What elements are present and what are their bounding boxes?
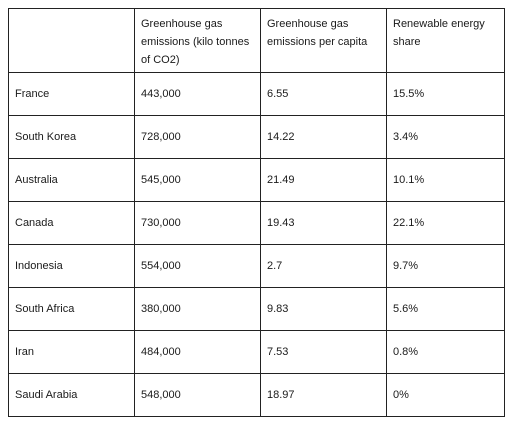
cell-renewable-share: 10.1% <box>387 159 505 202</box>
cell-country: Saudi Arabia <box>9 374 135 417</box>
cell-country: Canada <box>9 202 135 245</box>
table-row <box>9 202 505 245</box>
cell-per-capita: 19.43 <box>261 202 387 245</box>
cell-country: South Korea <box>9 116 135 159</box>
cell-emissions: 730,000 <box>135 202 261 245</box>
header-cell-country <box>9 9 135 73</box>
cell-renewable-share: 3.4% <box>387 116 505 159</box>
data-table-container <box>8 8 504 417</box>
cell-per-capita: 2.7 <box>261 245 387 288</box>
cell-emissions: 380,000 <box>135 288 261 331</box>
cell-per-capita: 21.49 <box>261 159 387 202</box>
table-row <box>9 159 505 202</box>
cell-per-capita: 6.55 <box>261 73 387 116</box>
header-row <box>9 9 505 73</box>
cell-renewable-share: 0.8% <box>387 331 505 374</box>
table-row <box>9 116 505 159</box>
cell-emissions: 554,000 <box>135 245 261 288</box>
table-row <box>9 374 505 417</box>
cell-emissions: 443,000 <box>135 73 261 116</box>
cell-country: Iran <box>9 331 135 374</box>
cell-renewable-share: 15.5% <box>387 73 505 116</box>
cell-per-capita: 7.53 <box>261 331 387 374</box>
header-cell-renewable-share: Renewable energy share <box>387 9 505 73</box>
header-cell-emissions: Greenhouse gas emissions (kilo tonnes of CO2) <box>135 9 261 73</box>
cell-country: France <box>9 73 135 116</box>
cell-emissions: 545,000 <box>135 159 261 202</box>
cell-renewable-share: 5.6% <box>387 288 505 331</box>
cell-renewable-share: 22.1% <box>387 202 505 245</box>
emissions-table <box>8 8 505 417</box>
table-row <box>9 73 505 116</box>
cell-renewable-share: 9.7% <box>387 245 505 288</box>
cell-per-capita: 18.97 <box>261 374 387 417</box>
table-body <box>9 73 505 417</box>
cell-per-capita: 14.22 <box>261 116 387 159</box>
table-header <box>9 9 505 73</box>
cell-country: Australia <box>9 159 135 202</box>
cell-emissions: 728,000 <box>135 116 261 159</box>
cell-emissions: 548,000 <box>135 374 261 417</box>
header-cell-per-capita: Greenhouse gas emissions per capita <box>261 9 387 73</box>
cell-emissions: 484,000 <box>135 331 261 374</box>
cell-per-capita: 9.83 <box>261 288 387 331</box>
cell-renewable-share: 0% <box>387 374 505 417</box>
cell-country: Indonesia <box>9 245 135 288</box>
table-row <box>9 331 505 374</box>
table-row <box>9 245 505 288</box>
cell-country: South Africa <box>9 288 135 331</box>
table-row <box>9 288 505 331</box>
